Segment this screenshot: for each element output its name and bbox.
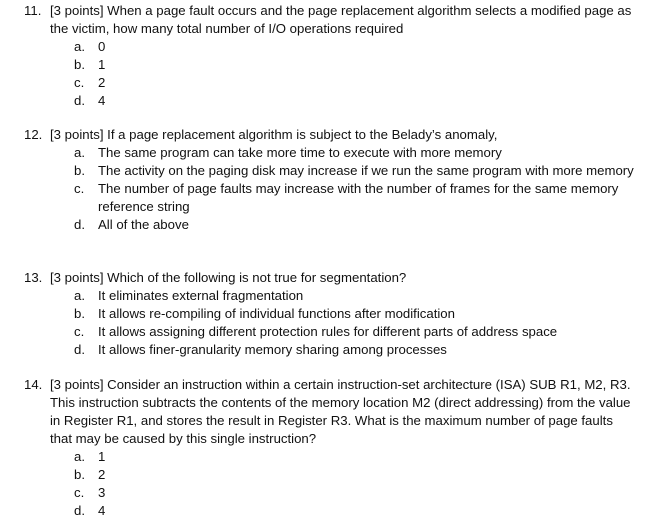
answer-option-d [24, 92, 636, 110]
option-letter: d. [74, 217, 85, 232]
option-text: It allows re-compiling of individual functions after modification [98, 306, 455, 321]
option-letter: b. [74, 163, 85, 178]
answer-option-b [24, 466, 636, 484]
answer-option-c [24, 74, 636, 92]
option-letter: c. [74, 485, 85, 500]
question-stem [24, 126, 636, 144]
option-text: It allows assigning different protection rules for different parts of address space [98, 324, 558, 339]
question-12 [24, 126, 636, 234]
option-letter: b. [74, 57, 85, 72]
question-text: [3 points] If a page replacement algorithm is subject to the Belady’s anomaly, [50, 127, 498, 142]
answer-options [24, 38, 636, 110]
option-text: The same program can take more time to execute with more memory [98, 145, 502, 160]
question-14 [24, 376, 636, 520]
question-number: 14. [24, 377, 43, 392]
answer-options [24, 287, 636, 359]
option-text: 0 [98, 39, 106, 54]
option-letter: c. [74, 75, 85, 90]
answer-option-c [24, 484, 636, 502]
option-text: 4 [98, 503, 106, 518]
answer-options [24, 448, 636, 520]
answer-options [24, 144, 636, 234]
answer-option-d [24, 216, 636, 234]
question-stem [24, 2, 636, 38]
answer-option-b [24, 56, 636, 74]
option-letter: a. [74, 288, 85, 303]
option-text: 2 [98, 75, 106, 90]
answer-option-a [24, 448, 636, 466]
option-text: 1 [98, 449, 106, 464]
answer-option-c [24, 180, 636, 216]
question-text: [3 points] When a page fault occurs and the page replacement algorithm selects a modified page as the victim, how many total number of I/O operations required [50, 3, 632, 36]
option-text: 2 [98, 467, 106, 482]
option-text: It eliminates external fragmentation [98, 288, 304, 303]
option-text: The activity on the paging disk may increase if we run the same program with more memory [98, 163, 634, 178]
option-text: 1 [98, 57, 106, 72]
option-text: It allows finer-granularity memory sharing among processes [98, 342, 447, 357]
question-text: [3 points] Consider an instruction within a certain instruction-set architecture (ISA) SUB R1, M2, R3. This instruction subtracts the contents of the memory location M2 (direct addressing) from the value in Register R1, and stores the result in Register R3. What is the maximum number of page faults that may be caused by this single instruction? [50, 377, 631, 446]
option-letter: b. [74, 467, 85, 482]
option-letter: a. [74, 449, 85, 464]
option-letter: d. [74, 342, 85, 357]
option-text: All of the above [98, 217, 189, 232]
answer-option-a [24, 287, 636, 305]
option-letter: b. [74, 306, 85, 321]
question-11 [24, 2, 636, 110]
question-number: 13. [24, 270, 43, 285]
answer-option-d [24, 341, 636, 359]
question-stem [24, 376, 636, 448]
answer-option-c [24, 323, 636, 341]
option-text: The number of page faults may increase with the number of frames for the same memory reference string [98, 181, 619, 214]
answer-option-a [24, 144, 636, 162]
option-letter: c. [74, 181, 85, 196]
option-text: 3 [98, 485, 106, 500]
option-text: 4 [98, 93, 106, 108]
answer-option-b [24, 162, 636, 180]
question-13 [24, 269, 636, 359]
question-text: [3 points] Which of the following is not true for segmentation? [50, 270, 407, 285]
answer-option-a [24, 38, 636, 56]
option-letter: c. [74, 324, 85, 339]
option-letter: d. [74, 93, 85, 108]
question-number: 12. [24, 127, 43, 142]
answer-option-d [24, 502, 636, 520]
option-letter: a. [74, 145, 85, 160]
option-letter: d. [74, 503, 85, 518]
question-number: 11. [24, 3, 42, 18]
option-letter: a. [74, 39, 85, 54]
answer-option-b [24, 305, 636, 323]
question-stem [24, 269, 636, 287]
